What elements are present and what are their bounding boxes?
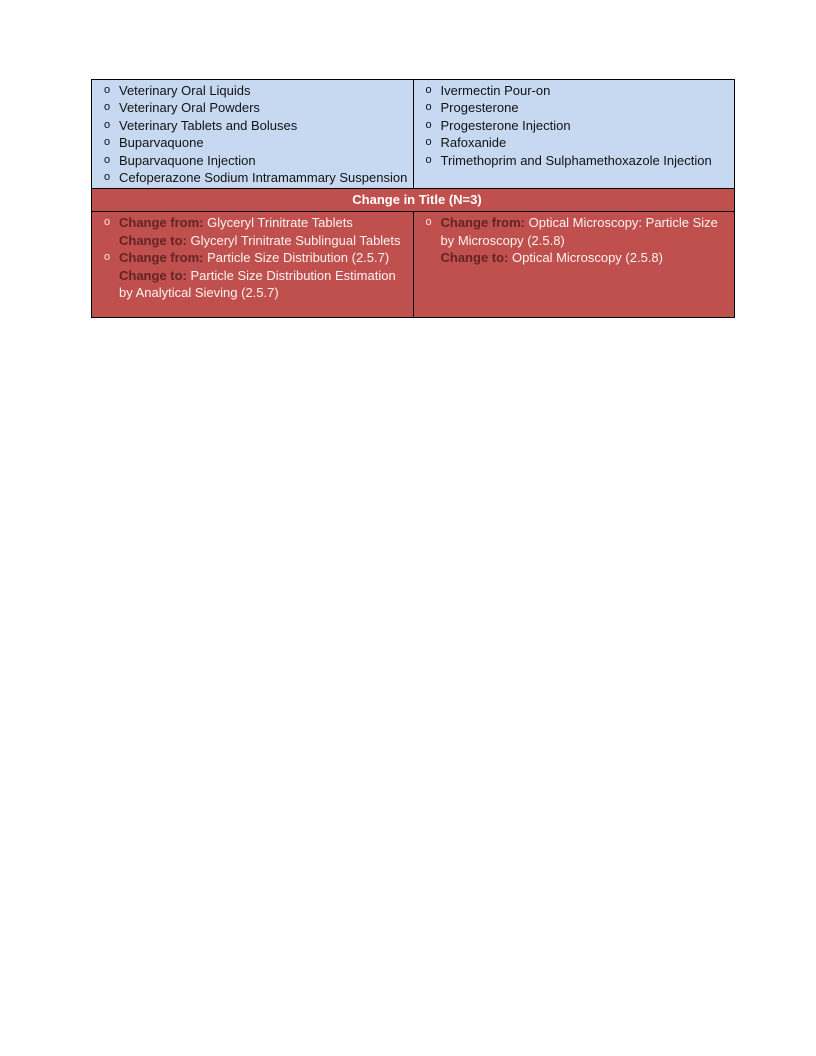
list-item (104, 249, 409, 301)
list-item (104, 169, 409, 186)
list-item-content: Ivermectin Pour-on (440, 83, 551, 98)
circle-bullet-icon: o (104, 153, 111, 166)
list-item (426, 82, 731, 99)
list-item-content: Buparvaquone (119, 135, 204, 151)
list-item (426, 134, 731, 151)
list-item-content: Progesterone Injection (440, 117, 571, 133)
change-entry-label: Change to: (119, 267, 187, 283)
circle-bullet-icon: o (104, 171, 111, 184)
circle-bullet-icon: o (425, 84, 432, 96)
change-entry-label: Change to: (440, 250, 509, 266)
list-item (426, 152, 731, 169)
circle-bullet-icon: o (425, 101, 432, 114)
change-entry-label: Change to: (119, 232, 187, 248)
change-entry-value: Optical Microscopy (2.5.8) (508, 250, 663, 266)
list-item (104, 152, 409, 169)
change-entry-value: Glyceryl Trinitrate Tablets (203, 215, 353, 231)
list-item-content: Veterinary Tablets and Boluses (119, 117, 298, 133)
change-entry (119, 267, 409, 302)
change-entry-label: Change from: (440, 215, 525, 231)
list-item-content (119, 249, 409, 301)
change-entry-label: Change from: (119, 250, 204, 266)
list-item-content: Veterinary Oral Liquids (119, 83, 251, 98)
list-item-content: Rafoxanide (440, 135, 507, 151)
list-item-content: Veterinary Oral Powders (119, 100, 260, 116)
change-entry-value: Optical Microscopy: Particle Size by Microscopy (2.5.8) (440, 215, 718, 248)
list-item (104, 117, 409, 134)
circle-bullet-icon: o (104, 101, 111, 114)
change-entry-value: Glyceryl Trinitrate Sublingual Tablets (186, 232, 401, 248)
list-item (426, 99, 731, 116)
change-entry (119, 214, 409, 231)
circle-bullet-icon: o (104, 136, 111, 149)
list-item-content: Progesterone (440, 100, 519, 116)
list-item-content (441, 214, 731, 266)
section-header-change-in-title: Change in Title (N=3) (92, 189, 735, 212)
section-header-row (92, 189, 735, 212)
list-item-content: Cefoperazone Sodium Intramammary Suspension (119, 170, 408, 186)
list-item (426, 117, 731, 134)
change-entry (441, 249, 731, 266)
change-entry (441, 214, 731, 249)
circle-bullet-icon: o (425, 153, 432, 166)
product-list-right (426, 82, 731, 169)
change-list-cell-right (413, 212, 735, 318)
list-item (426, 214, 731, 266)
change-entry-value: Particle Size Distribution Estimation by Analytical Sieving (2.5.7) (119, 267, 396, 301)
change-list-left (104, 214, 409, 301)
list-item (104, 82, 409, 99)
change-list-row (92, 212, 735, 318)
circle-bullet-icon: o (425, 118, 432, 131)
change-entry (119, 232, 409, 249)
product-list-row (92, 80, 735, 189)
list-item-content (119, 214, 409, 249)
circle-bullet-icon: o (425, 216, 432, 229)
product-list-cell-right (413, 80, 735, 189)
pharmacopoeia-changes-table (91, 79, 735, 318)
change-list-right (426, 214, 731, 266)
circle-bullet-icon: o (104, 251, 111, 264)
list-item (104, 134, 409, 151)
change-entry-value: Particle Size Distribution (2.5.7) (203, 250, 390, 266)
change-entry (119, 249, 409, 266)
list-item-content: Trimethoprim and Sulphamethoxazole Injection (440, 152, 712, 168)
product-list-left (104, 82, 409, 186)
list-item-content: Buparvaquone Injection (119, 152, 256, 168)
circle-bullet-icon: o (104, 118, 111, 131)
list-item (104, 214, 409, 249)
circle-bullet-icon: o (104, 216, 111, 229)
circle-bullet-icon: o (425, 136, 432, 149)
list-item (104, 99, 409, 116)
change-entry-label: Change from: (119, 215, 204, 231)
circle-bullet-icon: o (104, 84, 111, 96)
product-list-cell-left (92, 80, 414, 189)
change-list-cell-left (92, 212, 414, 318)
